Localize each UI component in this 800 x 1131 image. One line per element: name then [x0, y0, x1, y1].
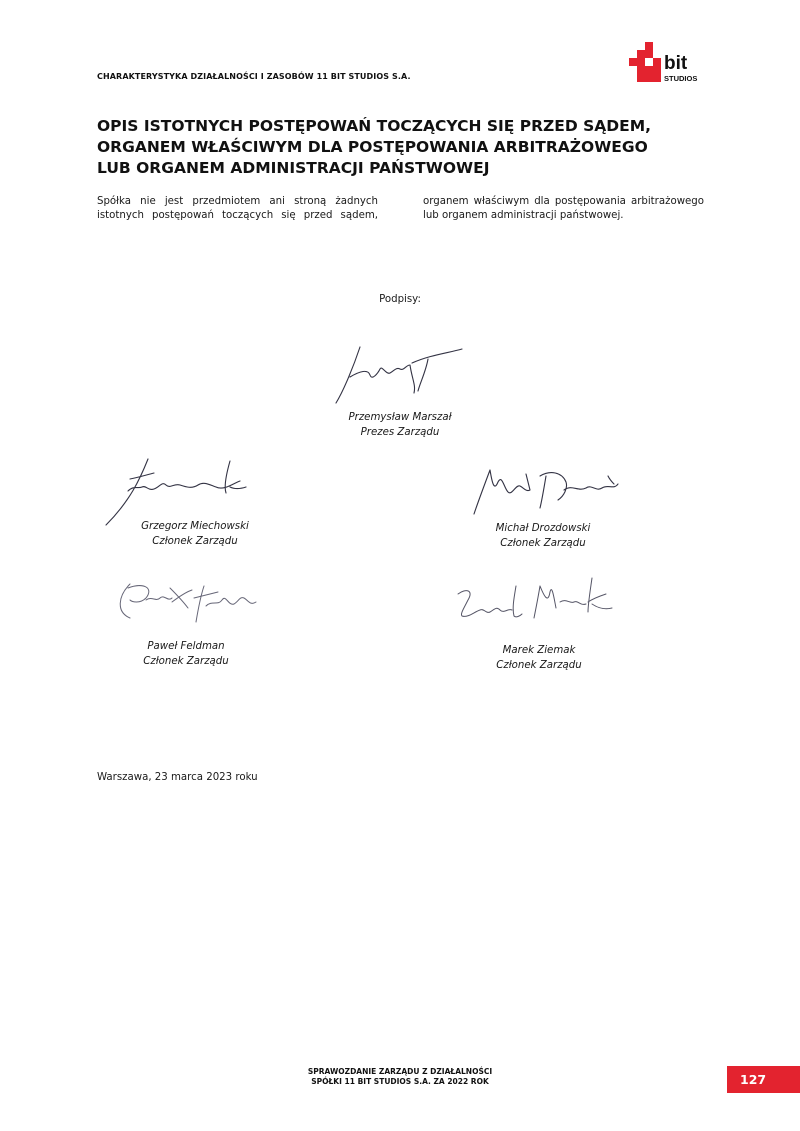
page-number: 127: [727, 1066, 800, 1093]
section-body: Spółka nie jest przedmiotem ani stroną żadnych istotnych postępowań toczących się przed sądem, organem właściwym dla postępowania arbitrażowego lub organem administracji państwowej.: [97, 196, 704, 222]
footer: [0, 1067, 800, 1087]
signer-role: Prezes Zarządu: [360, 427, 440, 438]
signer-role: Członek Zarządu: [500, 538, 586, 549]
section-title: [97, 116, 717, 179]
signer-name: Marek Ziemak: [502, 645, 576, 656]
footer-line: SPÓŁKI 11 BIT STUDIOS S.A. ZA 2022 ROK: [311, 1077, 489, 1086]
section-title-line: LUB ORGANEM ADMINISTRACJI PAŃSTWOWEJ: [97, 159, 490, 177]
signer-1: [300, 410, 500, 440]
place-date: Warszawa, 23 marca 2023 roku: [97, 772, 258, 783]
signer-4: [86, 639, 286, 669]
signature-feldman: [110, 578, 260, 633]
signer-role: Członek Zarządu: [152, 536, 238, 547]
signature-ziemak: [452, 572, 622, 632]
signer-3: [443, 521, 643, 551]
svg-text:STUDIOS: STUDIOS: [664, 74, 698, 83]
signer-name: Grzegorz Miechowski: [141, 521, 249, 532]
signer-name: Przemysław Marszał: [348, 412, 452, 423]
company-logo: [629, 42, 707, 84]
signature-drozdowski: [468, 462, 628, 522]
signer-role: Członek Zarządu: [496, 660, 582, 671]
signatures-heading: Podpisy:: [379, 294, 421, 305]
running-header: CHARAKTERYSTYKA DZIAŁALNOŚCI I ZASOBÓW 11 BIT STUDIOS S.A.: [97, 72, 411, 81]
section-title-line: OPIS ISTOTNYCH POSTĘPOWAŃ TOCZĄCYCH SIĘ PRZED SĄDEM,: [97, 117, 652, 135]
section-title-line: ORGANEM WŁAŚCIWYM DLA POSTĘPOWANIA ARBITRAŻOWEGO: [97, 138, 648, 156]
signer-name: Michał Drozdowski: [495, 523, 591, 534]
svg-text:bit: bit: [664, 53, 688, 74]
footer-line: SPRAWOZDANIE ZARZĄDU Z DZIAŁALNOŚCI: [307, 1067, 493, 1076]
signer-5: [439, 643, 639, 673]
signer-name: Paweł Feldman: [147, 641, 225, 652]
signer-role: Członek Zarządu: [143, 656, 229, 667]
signer-2: [95, 519, 295, 549]
signature-marszal: [330, 335, 470, 410]
